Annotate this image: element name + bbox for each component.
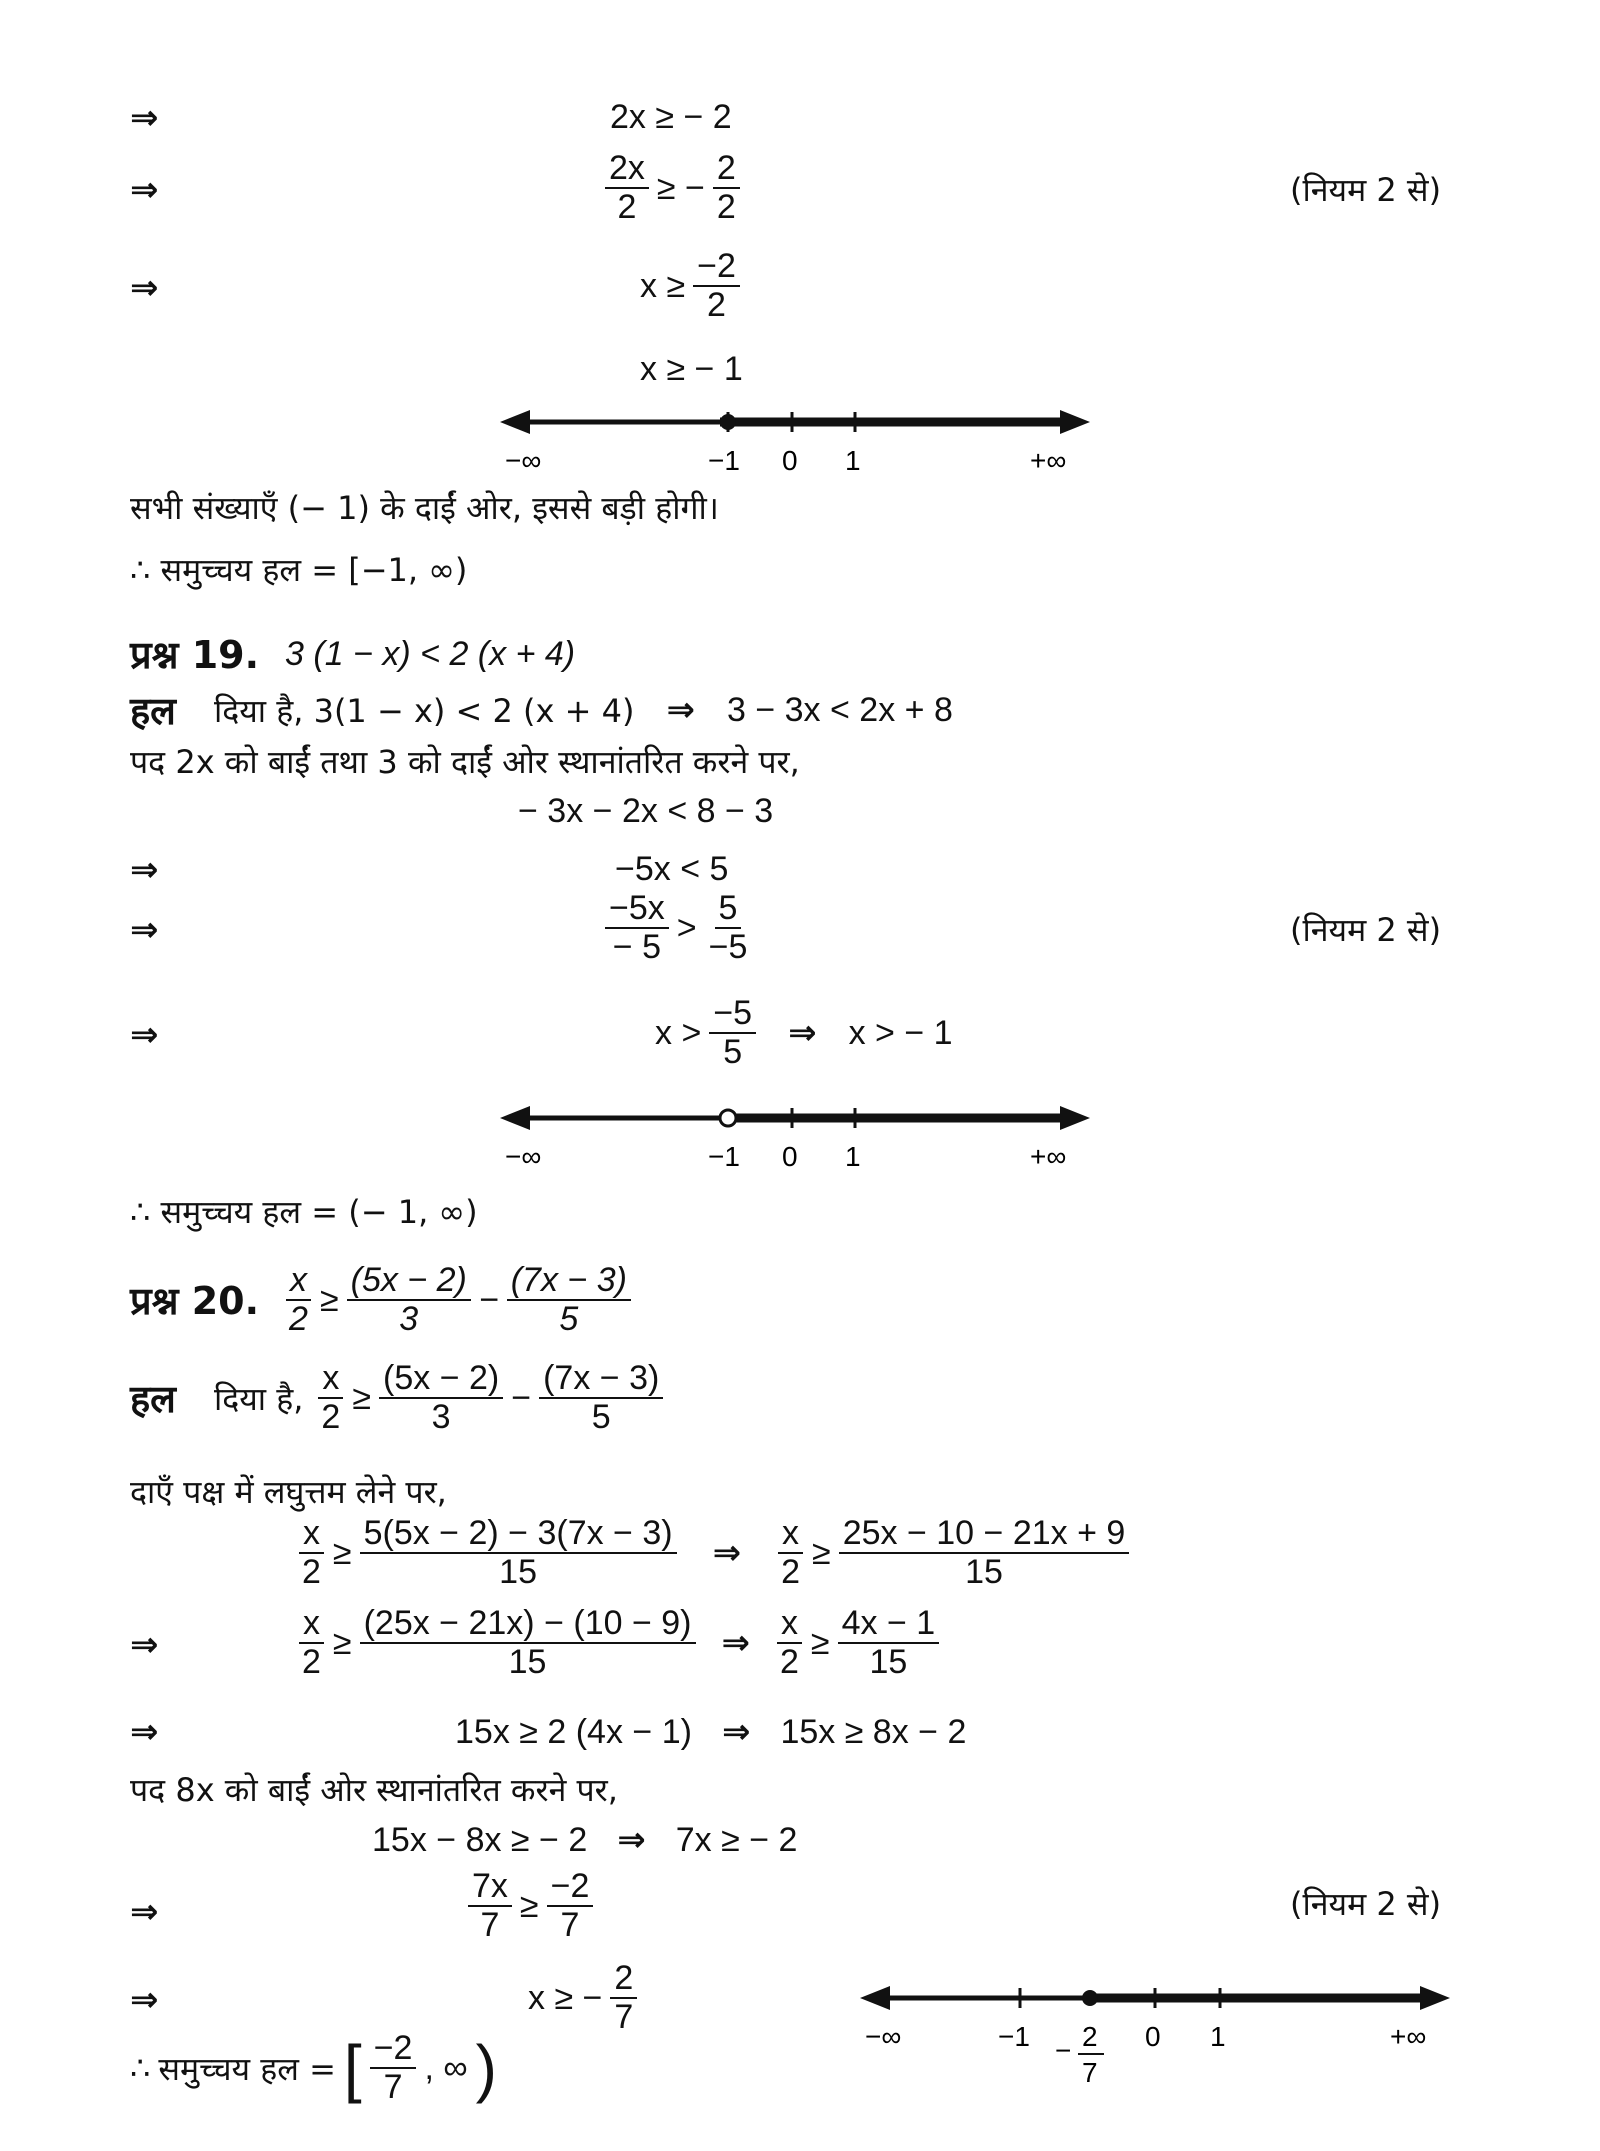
equation-line bbox=[605, 150, 740, 227]
tick-label: 1 bbox=[845, 445, 861, 476]
implies-arrow: ⇒ bbox=[721, 1712, 751, 1752]
implies-arrow: ⇒ bbox=[721, 1623, 750, 1664]
implies-arrow: ⇒ bbox=[788, 1013, 817, 1054]
equation-line: $\frac{x}{2}$ ≥ $\frac{(25x - 21x) - (10 - 9)}{15}$ ⇒ $\frac{x}{2}$ ≥ $\frac{4x - 1}{15}$ bbox=[298, 1605, 939, 1682]
implies-arrow: ⇒ bbox=[130, 1015, 159, 1055]
equation-line: x ≥ − $\frac{2}{7}$ bbox=[528, 1960, 637, 2037]
equation-line: −5x < 5 bbox=[615, 850, 729, 888]
tick-label: −∞ bbox=[865, 2021, 902, 2052]
operator: > bbox=[676, 908, 697, 947]
right-arrowhead bbox=[1060, 1106, 1090, 1130]
tick-label: 0 bbox=[1145, 2021, 1161, 2052]
therefore-symbol: ∴ bbox=[130, 551, 151, 589]
number-line bbox=[500, 1098, 1100, 1178]
solution-label: हल bbox=[130, 689, 176, 733]
numerator: 5 bbox=[715, 890, 742, 929]
denominator: − 5 bbox=[612, 928, 661, 967]
numerator: −2 bbox=[693, 248, 740, 287]
tick-label: +∞ bbox=[1030, 445, 1067, 476]
tick-label: −1 bbox=[708, 1141, 740, 1172]
left-arrowhead bbox=[860, 1986, 890, 2010]
solution-text: समुच्चय हल = bbox=[158, 2049, 336, 2088]
denominator: 2 bbox=[716, 188, 736, 227]
left-arrowhead bbox=[500, 1106, 530, 1130]
equation-line: $\frac{x}{2}$ ≥ $\frac{5(5x - 2) - 3(7x - 3)}{15}$ ⇒ $\frac{x}{2}$ ≥ $\frac{25x - 10 - 21x + 9}{15}$ bbox=[298, 1515, 1129, 1592]
open-point bbox=[720, 1110, 736, 1126]
question-problem: 3 (1 − x) < 2 (x + 4) bbox=[285, 634, 576, 673]
rule-note: (नियम 2 से) bbox=[1290, 911, 1442, 949]
solution-set bbox=[130, 548, 467, 591]
implies-arrow: ⇒ bbox=[712, 1533, 742, 1574]
equation-line bbox=[640, 248, 740, 325]
expression: x ≥ bbox=[640, 266, 686, 305]
solution-text: समुच्चय हल = (− 1, ∞) bbox=[160, 1193, 478, 1231]
implies-arrow: ⇒ bbox=[130, 850, 159, 890]
tick-label: 7 bbox=[1082, 2057, 1098, 2088]
numerator: −5x bbox=[605, 890, 669, 929]
implies-arrow: ⇒ bbox=[130, 1712, 159, 1752]
implies-arrow: ⇒ bbox=[130, 1892, 159, 1932]
closed-point bbox=[720, 414, 736, 430]
tick-label: −1 bbox=[708, 445, 740, 476]
therefore-symbol: ∴ bbox=[130, 2049, 151, 2088]
numerator: 2x bbox=[605, 150, 649, 189]
solution-text: समुच्चय हल = [−1, ∞) bbox=[160, 551, 468, 589]
right-arrowhead bbox=[1420, 1986, 1450, 2010]
denominator: −5 bbox=[708, 928, 748, 967]
number-line bbox=[500, 402, 1100, 482]
closed-point bbox=[1082, 1990, 1098, 2006]
rule-note: (नियम 2 से) bbox=[1290, 1885, 1442, 1923]
implies-arrow: ⇒ bbox=[666, 690, 695, 730]
question-problem: $\frac{x}{2}$ ≥ $\frac{(5x - 2)}{3}$ − $\frac{(7x - 3)}{5}$ bbox=[285, 1262, 631, 1339]
denominator: 2 bbox=[707, 286, 726, 325]
right-arrowhead bbox=[1060, 410, 1090, 434]
solution-intro bbox=[130, 1360, 663, 1437]
implies-arrow: ⇒ bbox=[130, 170, 159, 210]
step-text: दाएँ पक्ष में लघुत्तम लेने पर, bbox=[130, 1473, 447, 1511]
tick-label: 0 bbox=[782, 1141, 798, 1172]
number-line bbox=[860, 1970, 1460, 2090]
equation-line: 15x − 8x ≥ − 2 ⇒ 7x ≥ − 2 bbox=[372, 1820, 798, 1860]
left-arrowhead bbox=[500, 410, 530, 434]
solution-result: 3 − 3x < 2x + 8 bbox=[726, 690, 953, 729]
numerator: 2 bbox=[713, 150, 740, 189]
tick-label: 2 bbox=[1082, 2021, 1098, 2052]
expression: x > bbox=[655, 1013, 702, 1052]
given-expression: $\frac{x}{2}$ ≥ $\frac{(5x - 2)}{3}$ − $\frac{(7x - 3)}{5}$ bbox=[317, 1360, 663, 1437]
step-text: पद 8x को बाईं ओर स्थानांतरित करने पर, bbox=[130, 1771, 618, 1809]
tick-label: 1 bbox=[1210, 2021, 1226, 2052]
tick-label: −∞ bbox=[505, 445, 542, 476]
implies-arrow: ⇒ bbox=[130, 268, 159, 308]
tick-label: +∞ bbox=[1030, 1141, 1067, 1172]
solution-set bbox=[130, 1190, 478, 1233]
step-text: पद 2x को बाईं तथा 3 को दाईं ओर स्थानांतरित करने पर, bbox=[130, 743, 800, 781]
result: x > − 1 bbox=[848, 1013, 953, 1052]
implies-arrow: ⇒ bbox=[617, 1820, 646, 1860]
implies-arrow: ⇒ bbox=[130, 910, 159, 950]
equation-line bbox=[655, 995, 953, 1072]
denominator: 5 bbox=[723, 1033, 743, 1072]
equation-line: 15x ≥ 2 (4x − 1) ⇒ 15x ≥ 8x − 2 bbox=[455, 1712, 967, 1752]
denominator: 2 bbox=[617, 188, 637, 227]
therefore-symbol: ∴ bbox=[130, 1193, 151, 1231]
question-19-header bbox=[130, 628, 575, 680]
question-label: प्रश्न 19. bbox=[130, 633, 260, 677]
solution-set: ∴ समुच्चय हल = [ $\frac{-2}{7}$ , ∞ ) bbox=[130, 2029, 497, 2107]
solution-intro bbox=[130, 684, 953, 736]
tick-label: −∞ bbox=[505, 1141, 542, 1172]
equation-line: − 3x − 2x < 8 − 3 bbox=[518, 792, 774, 830]
tick-label: 0 bbox=[782, 445, 798, 476]
equation-line: 2x ≥ − 2 bbox=[610, 98, 732, 136]
conclusion-text: सभी संख्याएँ (− 1) के दाईं ओर, इससे बड़ी होगी। bbox=[130, 489, 719, 527]
question-20-header bbox=[130, 1262, 631, 1339]
equation-line: $\frac{7x}{7}$ ≥ $\frac{-2}{7}$ bbox=[468, 1868, 593, 1945]
solution-given: दिया है, bbox=[213, 1379, 304, 1418]
operator: ≥ − bbox=[656, 168, 705, 207]
question-label: प्रश्न 20. bbox=[130, 1279, 260, 1324]
solution-given: दिया है, 3(1 − x) < 2 (x + 4) bbox=[213, 691, 635, 730]
solution-label: हल bbox=[130, 1377, 176, 1422]
tick-label: − bbox=[1055, 2035, 1072, 2066]
tick-label: +∞ bbox=[1390, 2021, 1427, 2052]
equation-line bbox=[605, 890, 751, 967]
tick-label: −1 bbox=[998, 2021, 1030, 2052]
rule-note: (नियम 2 से) bbox=[1290, 171, 1442, 209]
implies-arrow: ⇒ bbox=[130, 1625, 159, 1665]
implies-arrow: ⇒ bbox=[130, 1980, 159, 2020]
numerator: −5 bbox=[709, 995, 756, 1034]
equation-line: x ≥ − 1 bbox=[640, 350, 743, 388]
implies-arrow: ⇒ bbox=[130, 98, 159, 138]
tick-label: 1 bbox=[845, 1141, 861, 1172]
